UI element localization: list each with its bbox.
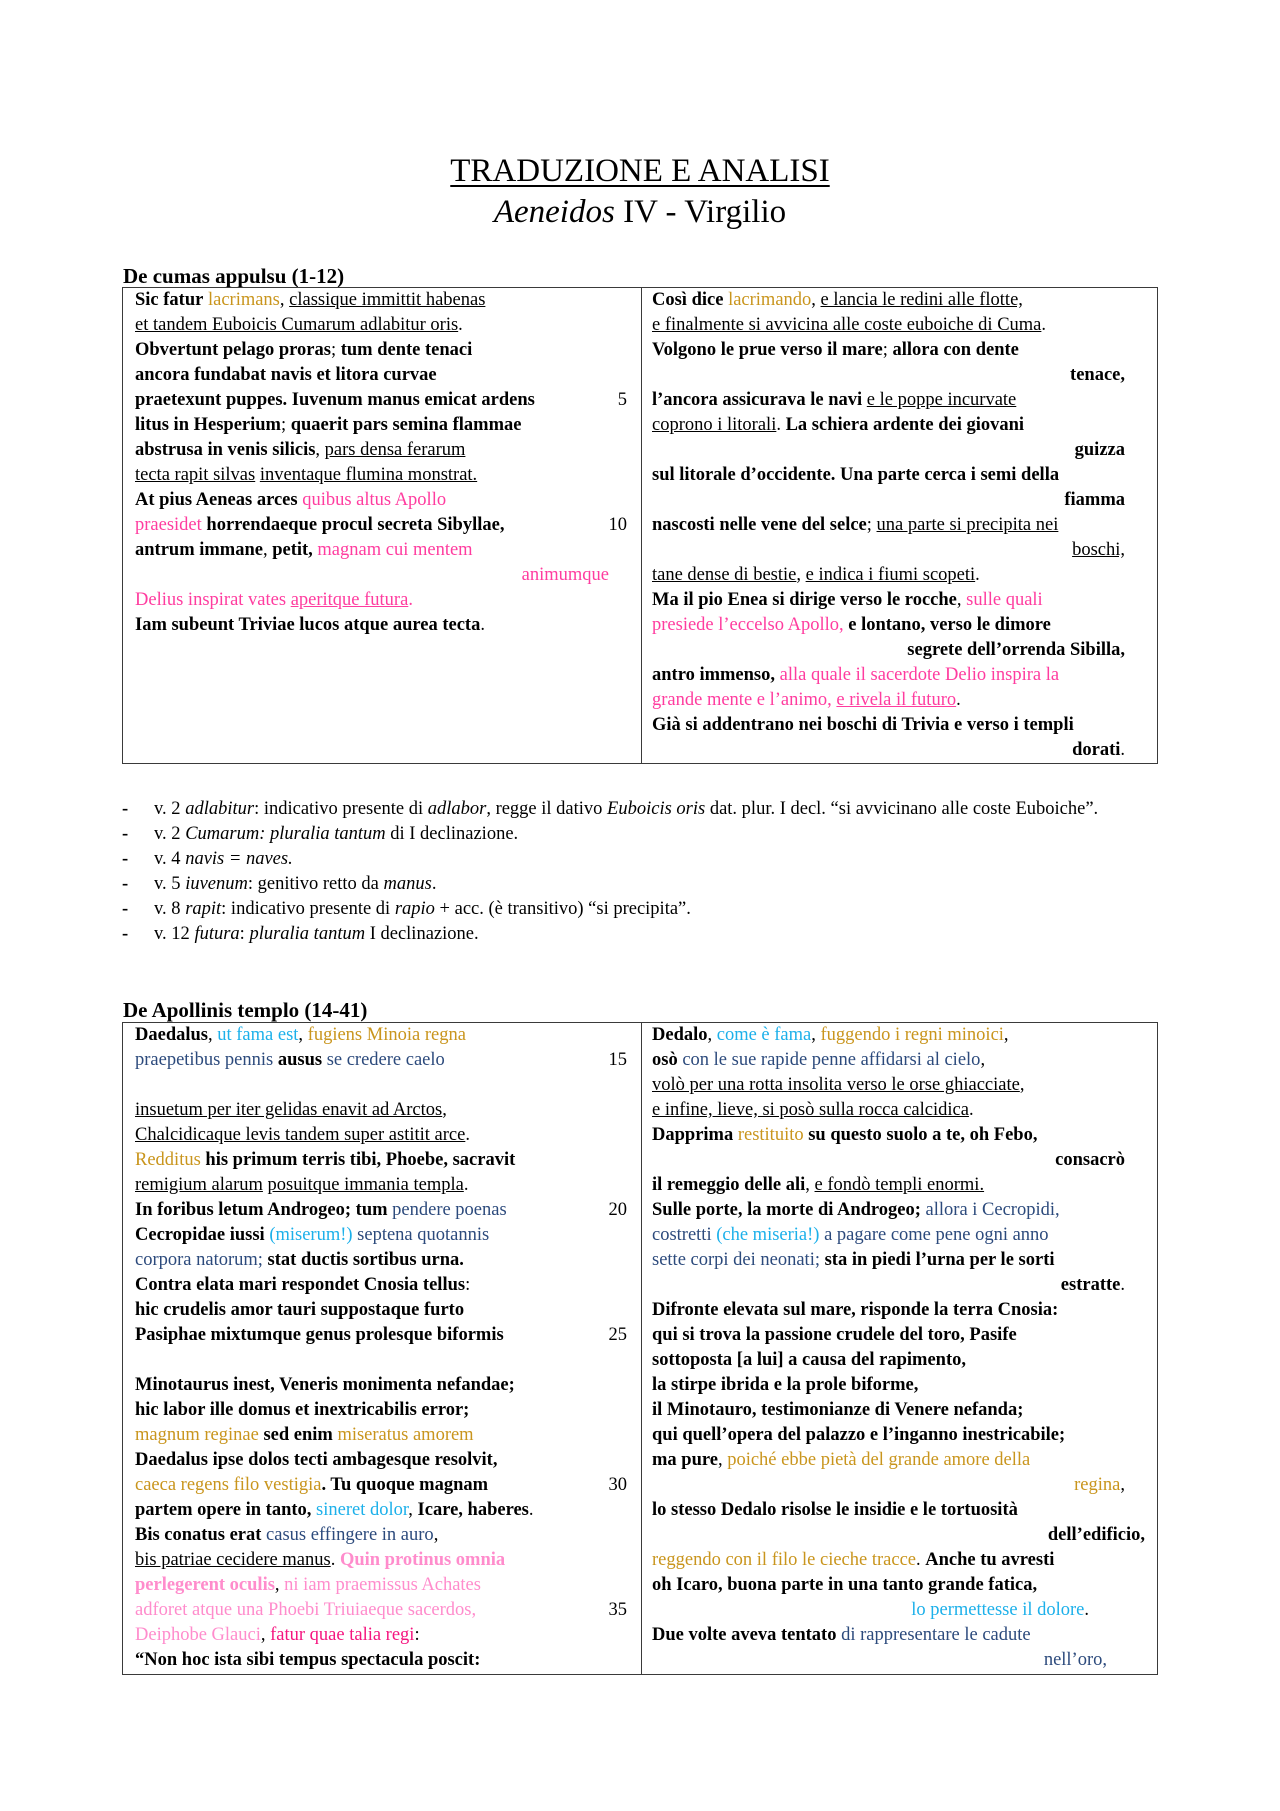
latin-column xyxy=(123,1023,642,1675)
verse-line: At pius Aeneas arces quibus altus Apollo xyxy=(135,490,447,510)
verse-line: insuetum per iter gelidas enavit ad Arctos, xyxy=(135,1100,447,1120)
translation-line: coprono i litorali. La schiera ardente dei giovani xyxy=(652,415,1025,435)
line-number: 15 xyxy=(608,1050,627,1070)
translation-line: sul litorale d’occidente. Una parte cerca i semi della xyxy=(652,465,1060,485)
verse-line: ancora fundabat navis et litora curvae xyxy=(135,365,437,385)
verse-line: Contra elata mari respondet Cnosia tellus: xyxy=(135,1275,471,1295)
verse-line: Delius inspirat vates aperitque futura. xyxy=(135,590,413,610)
translation-line: segrete dell’orrenda Sibilla, xyxy=(907,640,1125,660)
translation-line: Difronte elevata sul mare, risponde la terra Cnosia: xyxy=(652,1300,1059,1320)
translation-line: Due volte aveva tentato di rappresentare le cadute xyxy=(652,1625,1031,1645)
translation-line: Volgono le prue verso il mare; allora con dente xyxy=(652,340,1019,360)
translation-line: lo permettesse il dolore. xyxy=(911,1600,1089,1620)
verse-line: Cecropidae iussi (miserum!) septena quotannis xyxy=(135,1225,490,1245)
translation-line: Dapprima restituito su questo suolo a te, oh Febo, xyxy=(652,1125,1038,1145)
translation-line: estratte. xyxy=(1060,1275,1125,1295)
verse-line: abstrusa in venis silicis, pars densa ferarum xyxy=(135,440,466,460)
italian-column xyxy=(642,288,1158,764)
blank-line xyxy=(135,1348,633,1373)
translation-line: Già si addentrano nei boschi di Trivia e verso i templi xyxy=(652,715,1074,735)
verse-line: In foribus letum Androgeo; tum pendere poenas 20 xyxy=(135,1198,633,1223)
verse-line: perlegerent oculis, ni iam praemissus Achates xyxy=(135,1575,481,1595)
verse-line: magnum reginae sed enim miseratus amorem xyxy=(135,1425,474,1445)
note-item: - v. 2 adlabitur: indicativo presente di adlabor, regge il dativo Euboicis oris dat. plur. I decl. “si avvicinano alle coste Euboiche”. xyxy=(122,797,1172,822)
translation-line: sette corpi dei neonati; sta in piedi l’urna per le sorti xyxy=(652,1250,1055,1270)
verse-line: caeca regens filo vestigia. Tu quoque magnam 30 xyxy=(135,1473,633,1498)
line-number: 5 xyxy=(617,390,627,410)
grammar-notes xyxy=(122,797,1172,947)
translation-line: Dedalo, come è fama, fuggendo i regni minoici, xyxy=(652,1025,1009,1045)
translation-line: lo stesso Dedalo risolse le insidie e le tortuosità xyxy=(652,1500,1018,1520)
verse-line: praesidet horrendaeque procul secreta Sibyllae, 10 xyxy=(135,513,633,538)
verse-line: Daedalus, ut fama est, fugiens Minoia regna xyxy=(135,1025,466,1045)
translation-line: nell’oro, xyxy=(1043,1650,1107,1670)
verse-line: animumque xyxy=(521,565,609,585)
section-heading-de-cumas: De cumas appulsu (1-12) xyxy=(123,264,345,288)
note-item: - v. 8 rapit: indicativo presente di rapio + acc. (è transitivo) “si precipita”. xyxy=(122,897,1172,922)
translation-table-2 xyxy=(122,1022,1158,1675)
page-subtitle xyxy=(0,190,1280,234)
translation-line: tane dense di bestie, e indica i fiumi scopeti. xyxy=(652,565,980,585)
translation-line: fiamma xyxy=(1064,490,1125,510)
translation-line: volò per una rotta insolita verso le orse ghiacciate, xyxy=(652,1075,1025,1095)
translation-line: grande mente e l’animo, e rivela il futuro. xyxy=(652,690,961,710)
verse-line: Bis conatus erat casus effingere in auro, xyxy=(135,1525,439,1545)
verse-line: hic crudelis amor tauri suppostaque furto xyxy=(135,1300,465,1320)
verse-line: Daedalus ipse dolos tecti ambagesque resolvit, xyxy=(135,1450,498,1470)
verse-line: “Non hoc ista sibi tempus spectacula poscit: xyxy=(135,1650,481,1670)
line-number: 20 xyxy=(608,1200,627,1220)
translation-line: antro immenso, alla quale il sacerdote Delio inspira la xyxy=(652,665,1060,685)
verse-line: Obvertunt pelago proras; tum dente tenaci xyxy=(135,340,473,360)
latin-column xyxy=(123,288,642,764)
verse-line: Chalcidicaque levis tandem super astitit arce. xyxy=(135,1125,470,1145)
translation-line: oh Icaro, buona parte in una tanto grande fatica, xyxy=(652,1575,1038,1595)
line-number: 10 xyxy=(608,515,627,535)
verse-line: Iam subeunt Triviae lucos atque aurea tecta. xyxy=(135,615,485,635)
line-number: 30 xyxy=(608,1475,627,1495)
translation-line: tenace, xyxy=(1070,365,1125,385)
verse-line: Redditus his primum terris tibi, Phoebe, sacravit xyxy=(135,1150,516,1170)
page-title: TRADUZIONE E ANALISI xyxy=(450,153,830,189)
line-number: 35 xyxy=(608,1600,627,1620)
note-item: - v. 4 navis = naves. xyxy=(122,847,1172,872)
verse-line: tecta rapit silvas inventaque flumina monstrat. xyxy=(135,465,478,485)
section-heading-de-apollinis: De Apollinis templo (14-41) xyxy=(123,998,368,1022)
translation-line: reggendo con il filo le cieche tracce. Anche tu avresti xyxy=(652,1550,1055,1570)
note-item: - v. 2 Cumarum: pluralia tantum di I declinazione. xyxy=(122,822,1172,847)
translation-line: la stirpe ibrida e la prole biforme, xyxy=(652,1375,919,1395)
document-header xyxy=(0,152,1280,234)
translation-line: boschi, xyxy=(1072,540,1125,560)
translation-line: e infine, lieve, si posò sulla rocca calcidica. xyxy=(652,1100,974,1120)
translation-line: regina, xyxy=(1074,1475,1125,1495)
verse-line: Minotaurus inest, Veneris monimenta nefandae; xyxy=(135,1375,515,1395)
book-author: IV - Virgilio xyxy=(614,194,787,230)
translation-line: dorati. xyxy=(1072,740,1125,760)
italian-column xyxy=(642,1023,1158,1675)
translation-line: il Minotauro, testimonianze di Venere nefanda; xyxy=(652,1400,1024,1420)
translation-line: ma pure, poiché ebbe pietà del grande amore della xyxy=(652,1450,1031,1470)
translation-line: consacrò xyxy=(1055,1150,1125,1170)
translation-line: costretti (che miseria!) a pagare come pene ogni anno xyxy=(652,1225,1049,1245)
verse-line: remigium alarum posuitque immania templa. xyxy=(135,1175,469,1195)
translation-line: qui si trova la passione crudele del toro, Pasife xyxy=(652,1325,1017,1345)
verse-line: partem opere in tanto, sineret dolor, Icare, haberes. xyxy=(135,1500,534,1520)
translation-line: sottoposta [a lui] a causa del rapimento, xyxy=(652,1350,966,1370)
verse-line: praetexunt puppes. Iuvenum manus emicat ardens 5 xyxy=(135,388,633,413)
translation-line: nascosti nelle vene del selce; una parte si precipita nei xyxy=(652,515,1059,535)
note-item: - v. 12 futura: pluralia tantum I declinazione. xyxy=(122,922,1172,947)
translation-line: dell’edificio, xyxy=(1047,1525,1145,1545)
blank-line xyxy=(135,1073,633,1098)
translation-line: guizza xyxy=(1074,440,1125,460)
translation-line: qui quell’opera del palazzo e l’inganno inestricabile; xyxy=(652,1425,1066,1445)
verse-line: Pasiphae mixtumque genus prolesque biformis 25 xyxy=(135,1323,633,1348)
verse-line: litus in Hesperium; quaerit pars semina flammae xyxy=(135,415,522,435)
verse-line: Sic fatur lacrimans, classique immittit habenas xyxy=(135,290,486,310)
note-item: - v. 5 iuvenum: genitivo retto da manus. xyxy=(122,872,1172,897)
translation-line: Sulle porte, la morte di Androgeo; allora i Cecropidi, xyxy=(652,1200,1060,1220)
translation-line: osò con le sue rapide penne affidarsi al cielo, xyxy=(652,1050,986,1070)
translation-line: l’ancora assicurava le navi e le poppe incurvate xyxy=(652,390,1017,410)
verse-line: hic labor ille domus et inextricabilis error; xyxy=(135,1400,470,1420)
translation-table-1 xyxy=(122,287,1158,764)
verse-line: praepetibus pennis ausus se credere caelo 15 xyxy=(135,1048,633,1073)
verse-line: corpora natorum; stat ductis sortibus urna. xyxy=(135,1250,464,1270)
translation-line: Così dice lacrimando, e lancia le redini alle flotte, xyxy=(652,290,1023,310)
verse-line: antrum immane, petit, magnam cui mentem xyxy=(135,540,473,560)
translation-line: il remeggio delle ali, e fondò templi enormi. xyxy=(652,1175,985,1195)
work-title: Aeneidos xyxy=(493,194,615,230)
verse-line: bis patriae cecidere manus. Quin protinus omnia xyxy=(135,1550,506,1570)
verse-line: adforet atque una Phoebi Triuiaeque sacerdos, 35 xyxy=(135,1598,633,1623)
translation-line: presiede l’eccelso Apollo, e lontano, verso le dimore xyxy=(652,615,1051,635)
translation-line: e finalmente si avvicina alle coste euboiche di Cuma. xyxy=(652,315,1047,335)
translation-line: Ma il pio Enea si dirige verso le rocche, sulle quali xyxy=(652,590,1043,610)
verse-line: Deiphobe Glauci, fatur quae talia regi: xyxy=(135,1625,420,1645)
line-number: 25 xyxy=(608,1325,627,1345)
verse-line: et tandem Euboicis Cumarum adlabitur oris. xyxy=(135,315,463,335)
